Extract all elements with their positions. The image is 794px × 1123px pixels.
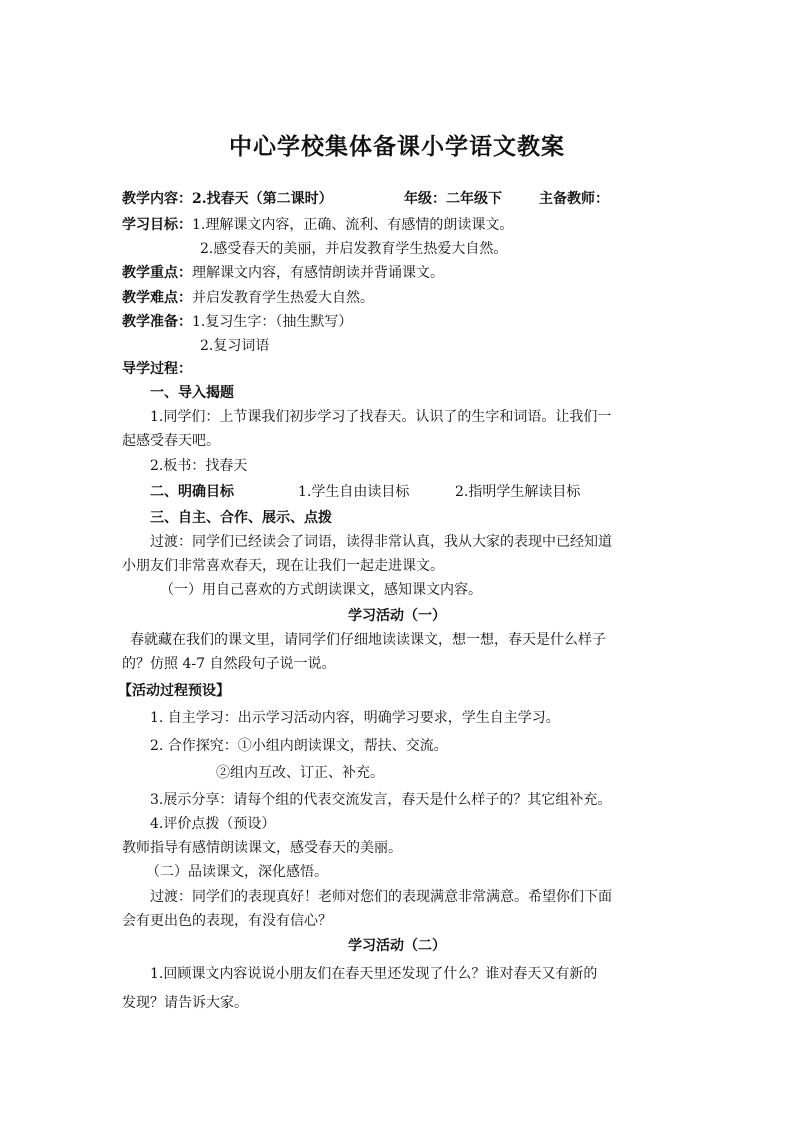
section-2-item-2: 2.指明学生解读目标: [455, 484, 581, 500]
teacher-label: 主备教师：: [539, 191, 609, 207]
preparation-row: [122, 313, 352, 331]
grade-label: 年级：: [404, 191, 446, 207]
key-point-row: [122, 264, 444, 282]
section-3-transition-line-2: 小朋友们非常喜欢春天，现在让我们一起走进课文。: [122, 558, 444, 574]
preparation-label: 教学准备：: [122, 314, 192, 330]
part-2-transition-line-2: 会有更出色的表现，有没有信心？: [122, 913, 332, 929]
subsection-2-heading: （二）品读课文，深化感悟。: [146, 864, 328, 880]
section-1-paragraph-line-1: 1.同学们：上节课我们初步学习了找春天。认识了的生字和词语。让我们一: [150, 409, 612, 425]
preparation-item-2: 2.复习词语: [200, 338, 270, 354]
grade-value: 二年级下: [446, 191, 502, 207]
preset-item-2: 2. 合作探究：①小组内朗读课文，帮扶、交流。: [150, 738, 448, 754]
content-label: 教学内容：: [122, 191, 192, 207]
objective-item-2: 2.感受春天的美丽，并启发教育学生热爱大自然。: [200, 241, 508, 257]
section-1-heading: 一、导入揭题: [150, 385, 234, 401]
section-2-item-1: 1.学生自由读目标: [298, 484, 410, 500]
activity-2-line-2: 发现？请告诉大家。: [122, 995, 248, 1011]
objectives-label: 学习目标：: [122, 217, 192, 233]
process-label: 导学过程：: [122, 361, 192, 377]
activity-2-heading: 学习活动（二）: [348, 938, 446, 954]
preparation-item-1: 1.复习生字：（抽生默写）: [192, 314, 353, 330]
preset-item-4: 4.评价点拨（预设）: [150, 816, 276, 832]
activity-2-line-1: 1.回顾课文内容说说小朋友们在春天里还发现了什么？谁对春天又有新的: [150, 966, 598, 982]
preset-item-3: 3.展示分享：请每个组的代表交流发言，春天是什么样子的？其它组补充。: [150, 792, 612, 808]
document-title: 中心学校集体备课小学语文教案: [229, 134, 565, 160]
objectives-row: [122, 216, 513, 234]
header-row: [122, 190, 333, 208]
difficulty-text: 并启发教育学生热爱大自然。: [192, 290, 374, 306]
preset-item-2b: ②组内互改、订正、补充。: [216, 765, 384, 781]
objective-item-1: 1.理解课文内容，正确、流利、有感情的朗读课文。: [192, 217, 514, 233]
key-point-label: 教学重点：: [122, 265, 192, 281]
section-3-transition-line-1: 过渡：同学们已经读会了词语，读得非常认真，我从大家的表现中已经知道: [150, 534, 612, 550]
grade-field: [404, 190, 502, 208]
section-1-board-note: 2.板书：找春天: [150, 458, 248, 474]
activity-1-heading: 学习活动（一）: [348, 608, 446, 624]
difficulty-row: [122, 289, 374, 307]
part-2-transition-line-1: 过渡：同学们的表现真好！老师对您们的表现满意非常满意。希望你们下面: [150, 889, 612, 905]
subsection-1-heading: （一）用自己喜欢的方式朗读课文，感知课文内容。: [160, 582, 482, 598]
key-point-text: 理解课文内容，有感情朗读并背诵课文。: [192, 265, 444, 281]
preset-heading: 【活动过程预设】: [118, 683, 230, 699]
activity-1-line-1: 春就藏在我们的课文里，请同学们仔细地读读课文，想一想，春天是什么样子: [130, 632, 606, 648]
preset-item-1: 1. 自主学习：出示学习活动内容，明确学习要求，学生自主学习。: [150, 710, 560, 726]
preset-item-4-text: 教师指导有感情朗读课文，感受春天的美丽。: [122, 840, 402, 856]
difficulty-label: 教学难点：: [122, 290, 192, 306]
activity-1-line-2: 的？仿照 4-7 自然段句子说一说。: [122, 656, 336, 672]
section-2-heading: 二、明确目标: [150, 484, 234, 500]
section-1-paragraph-line-2: 起感受春天吧。: [122, 433, 220, 449]
content-value: 2.找春天（第二课时）: [192, 191, 333, 207]
section-3-heading: 三、自主、合作、展示、点拨: [150, 510, 332, 526]
